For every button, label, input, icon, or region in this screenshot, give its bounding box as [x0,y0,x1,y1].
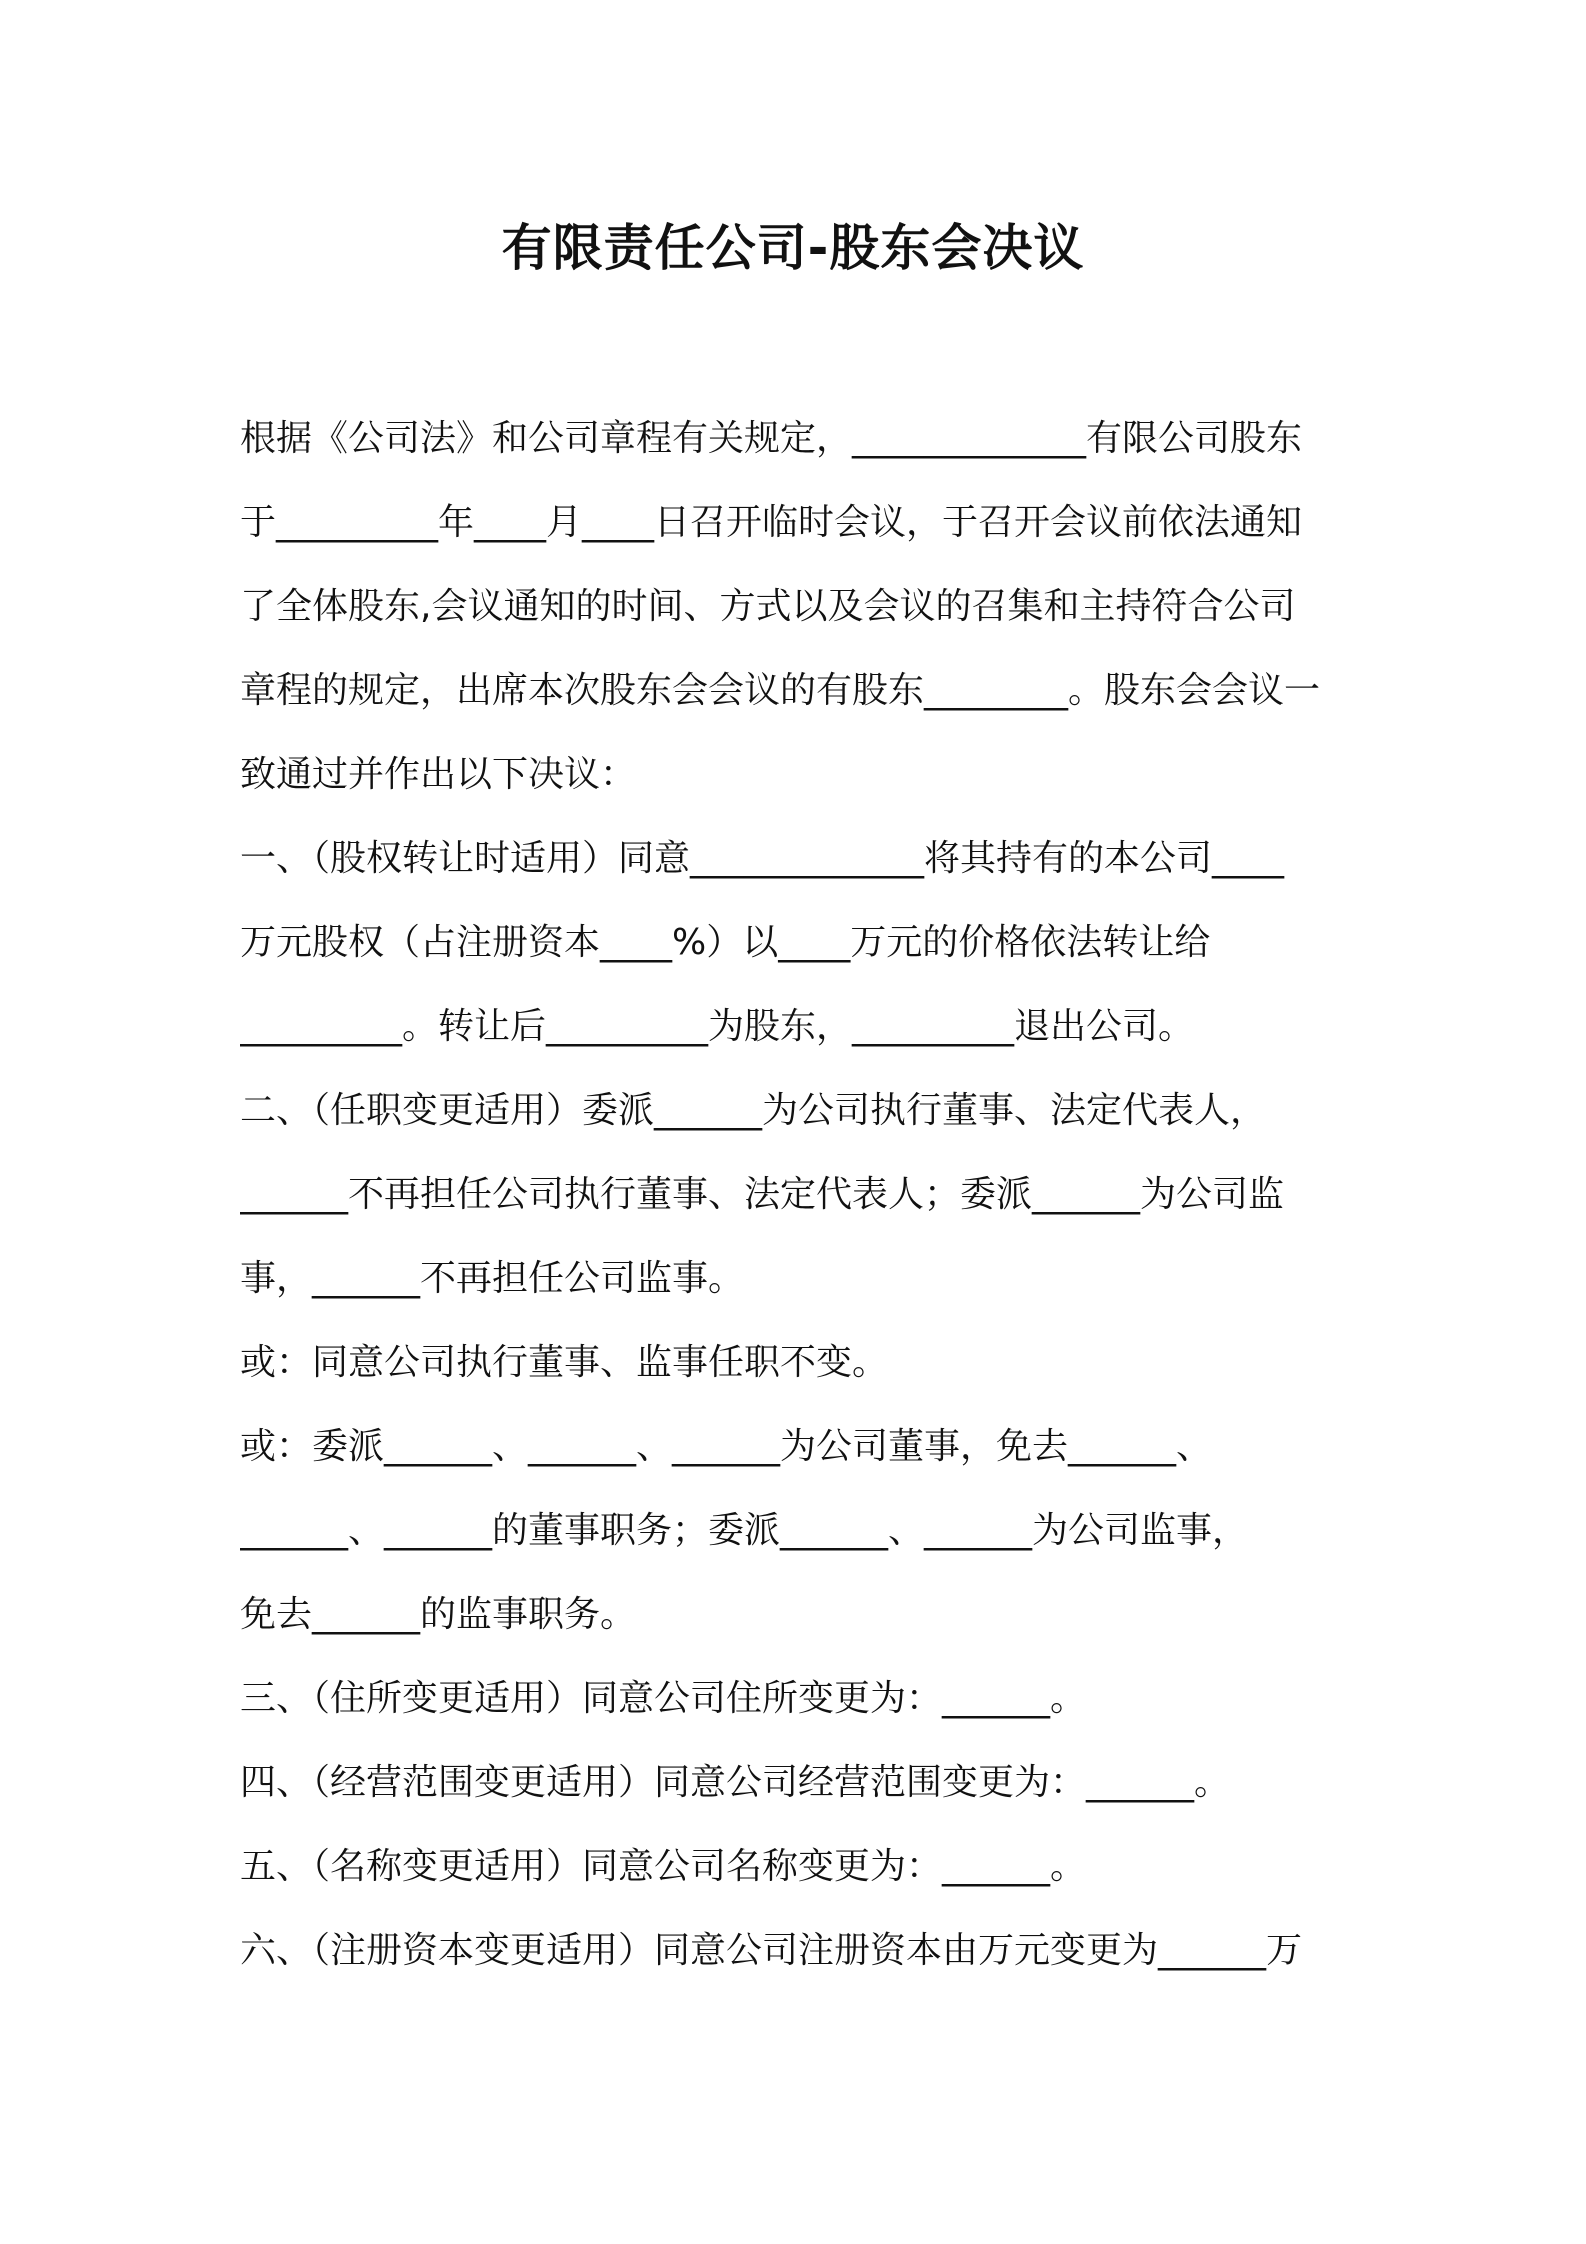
body-line: 根据《公司法》和公司章程有关规定，_____________有限公司股东 [240,418,1303,459]
body-line: 于_________年____月____日召开临时会议，于召开会议前依法通知 [240,502,1303,543]
resolution-2-alt-line: 免去______的监事职务。 [240,1594,637,1635]
body-line: 致通过并作出以下决议： [240,754,637,795]
document-body [240,397,1355,1993]
resolution-2-line: ______不再担任公司执行董事、法定代表人；委派______为公司监 [240,1174,1285,1215]
resolution-1-line: 一、（股权转让时适用）同意_____________将其持有的本公司____ [240,838,1285,879]
body-line: 了全体股东,会议通知的时间、方式以及会议的召集和主持符合公司 [240,586,1296,627]
resolution-2-line: 二、（任职变更适用）委派______为公司执行董事、法定代表人， [240,1090,1267,1131]
resolution-5-line: 五、（名称变更适用）同意公司名称变更为：______。 [240,1846,1087,1887]
resolution-1-line: _________。转让后_________为股东，_________退出公司。 [240,1006,1195,1047]
resolution-2-alt-line: 或：委派______、______、______为公司董事，免去______、 [240,1426,1213,1467]
resolution-2-alt-line: 或：同意公司执行董事、监事任职不变。 [240,1342,889,1383]
resolution-3-line: 三、（住所变更适用）同意公司住所变更为：______。 [240,1678,1087,1719]
document-title: 有限责任公司-股东会决议 [501,219,1085,277]
resolution-2-alt-line: ______、______的董事职务；委派______、______为公司监事， [240,1510,1249,1551]
resolution-4-line: 四、（经营范围变更适用）同意公司经营范围变更为：______。 [240,1762,1231,1803]
body-line: 章程的规定，出席本次股东会会议的有股东________。股东会会议一 [240,670,1321,711]
resolution-2-line: 事，______不再担任公司监事。 [240,1258,745,1299]
resolution-1-line: 万元股权（占注册资本____%）以____万元的价格依法转让给 [240,922,1211,963]
resolution-6-line: 六、（注册资本变更适用）同意公司注册资本由万元变更为______万 [240,1930,1303,1971]
